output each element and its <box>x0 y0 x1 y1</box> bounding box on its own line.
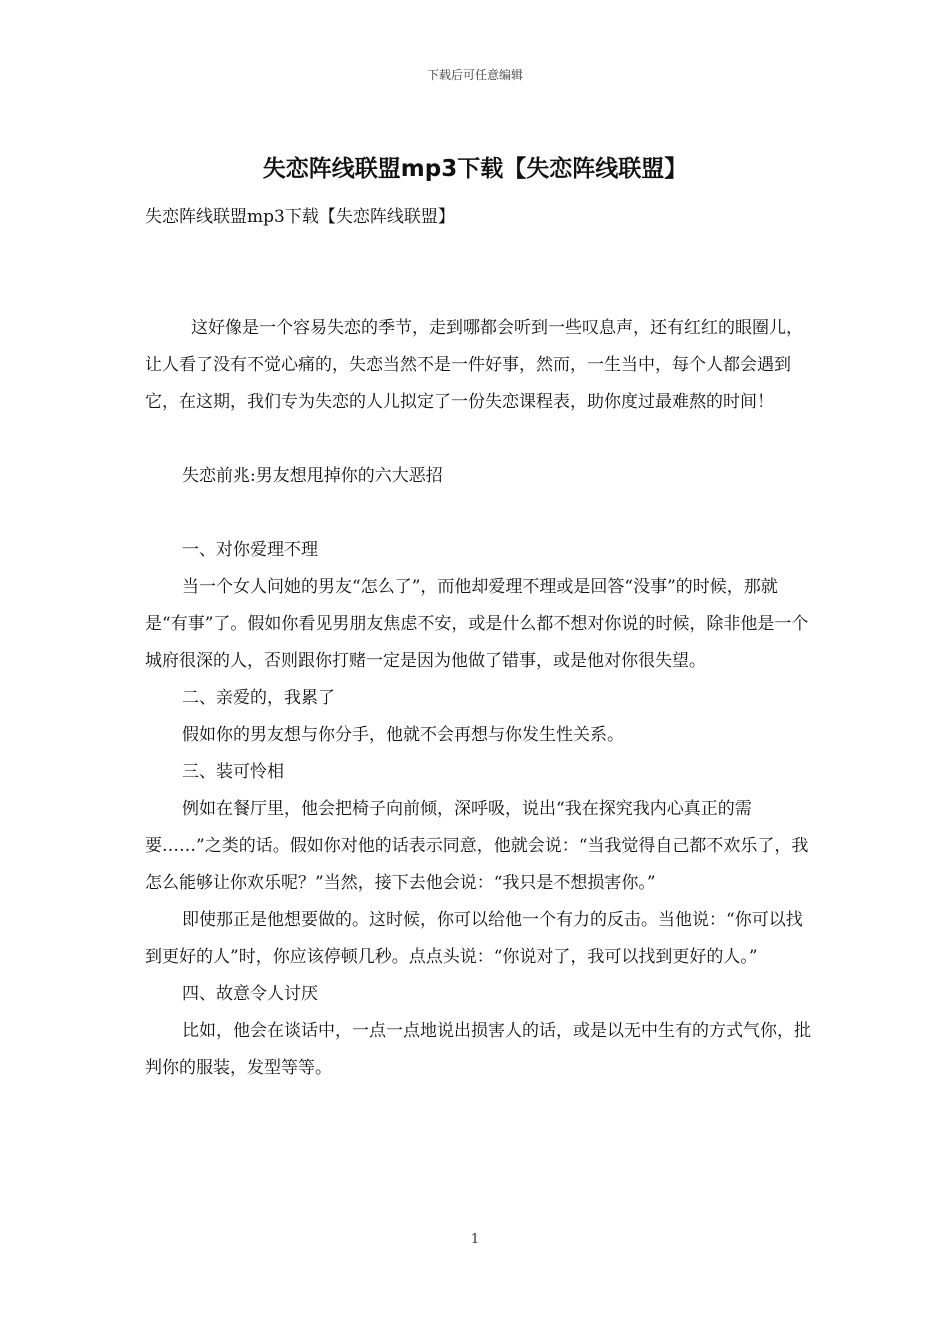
item-heading-3: 三、装可怜相 <box>182 762 284 782</box>
document-title: 失恋阵线联盟mp3下载【失恋阵线联盟】 <box>262 156 688 182</box>
body-paragraph: 即使那正是他想要做的。这时候，你可以给他一个有力的反击。当他说：“你可以找到更好的人”时，你应该停顿几秒。点点头说：“你说对了，我可以找到更好的人。” <box>145 910 803 967</box>
body-paragraph: 例如在餐厅里，他会把椅子向前倾，深呼吸，说出“我在探究我内心真正的需要……”之类的话。假如你对他的话表示同意，他就会说：“当我觉得自己都不欢乐了，我怎么能够让你欢乐呢？”当然，接下去他会说：“我只是不想损害你。” <box>145 799 809 893</box>
document-subtitle: 失恋阵线联盟mp3下载【失恋阵线联盟】 <box>145 207 455 227</box>
spacer <box>145 273 815 310</box>
spacer <box>145 421 815 458</box>
intro-paragraph: 这好像是一个容易失恋的季节，走到哪都会听到一些叹息声，还有红红的眼圈儿，让人看了没有不觉心痛的，失恋当然不是一件好事，然而，一生当中，每个人都会遇到它，在这期，我们专为失恋的人儿拟定了一份失恋课程表，助你度过最难熬的时间！ <box>145 318 803 412</box>
item-heading-4: 四、故意令人讨厌 <box>182 984 318 1004</box>
item-heading-1: 一、对你爱理不理 <box>182 540 318 560</box>
page-header-note: 下载后可任意编辑 <box>426 68 523 82</box>
page-number: 1 <box>470 1232 480 1247</box>
body-paragraph: 假如你的男友想与你分手，他就不会再想与你发生性关系。 <box>182 725 624 745</box>
spacer <box>145 495 815 532</box>
body-paragraph: 比如，他会在谈话中，一点一点地说出损害人的话，或是以无中生有的方式气你，批判你的服装，发型等等。 <box>145 1021 811 1078</box>
section-heading: 失恋前兆:男友想甩掉你的六大恶招 <box>182 466 443 486</box>
item-heading-2: 二、亲爱的，我累了 <box>182 688 335 708</box>
body-paragraph: 当一个女人问她的男友“怎么了”，而他却爱理不理或是回答“没事”的时候，那就是“有事”了。假如你看见男朋友焦虑不安，或是什么都不想对你说的时候，除非他是一个城府很深的人，否则跟你打赌一定是因为他做了错事，或是他对你很失望。 <box>145 577 809 671</box>
document-body <box>145 199 815 1087</box>
